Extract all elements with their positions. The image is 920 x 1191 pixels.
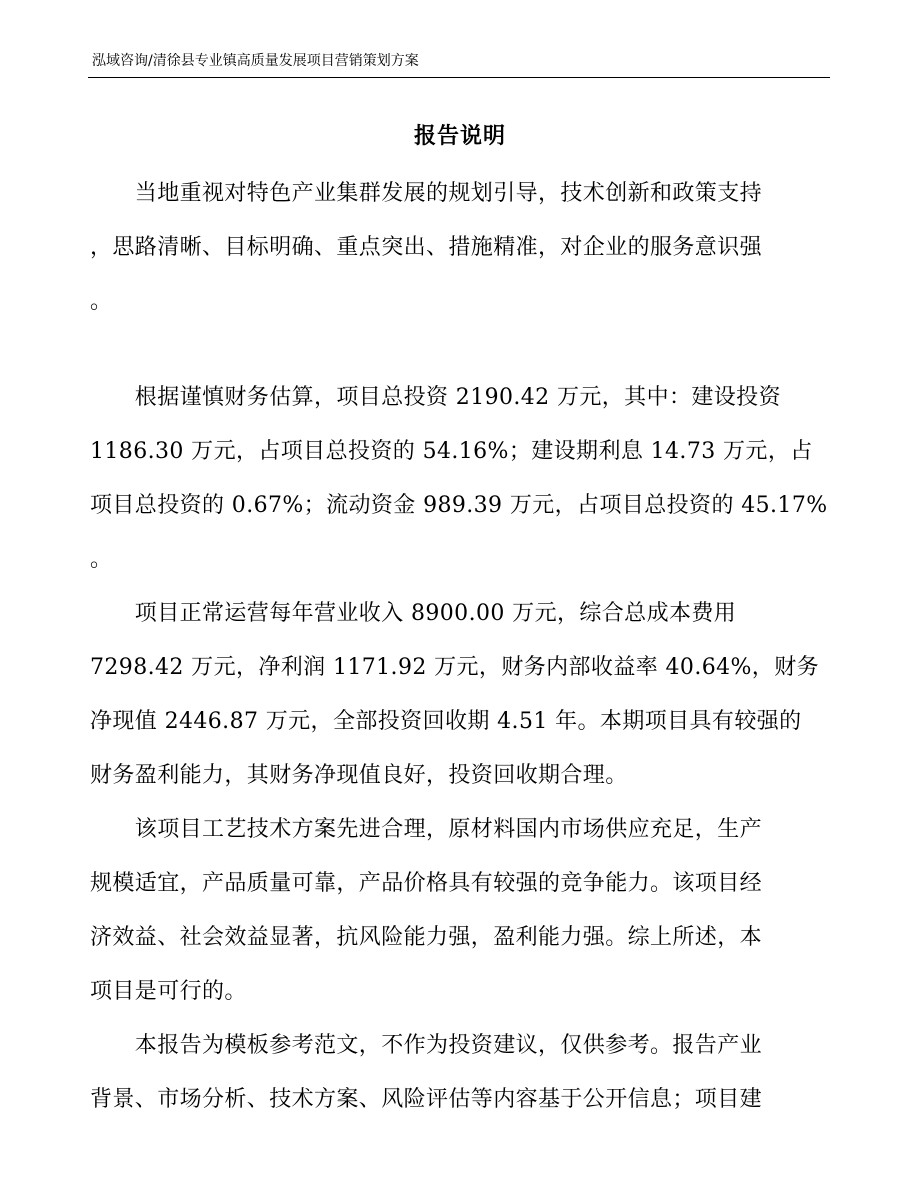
- document-body: [90, 167, 830, 1127]
- paragraph-disclaimer: 本报告为模板参考范文，不作为投资建议，仅供参考。报告产业 背景、市场分析、技术方案、风险评估等内容基于公开信息；项目建: [90, 1033, 763, 1112]
- paragraph-investment-estimate: 根据谨慎财务估算，项目总投资 2190.42 万元，其中：建设投资 1186.30 万元，占项目总投资的 54.16%；建设期利息 14.73 万元，占 项目总投资的 0.67%；流动资金 989.39 万元，占项目总投资的 45.17% 。: [90, 385, 828, 572]
- paragraph-industry-cluster: 当地重视对特色产业集群发展的规划引导，技术创新和政策支持 ，思路清晰、目标明确、重点突出、措施精准，对企业的服务意识强 。: [90, 181, 763, 314]
- header-divider: [88, 77, 830, 78]
- paragraph-feasibility: 该项目工艺技术方案先进合理，原材料国内市场供应充足，生产 规模适宜，产品质量可靠，产品价格具有较强的竞争能力。该项目经 济效益、社会效益显著，抗风险能力强，盈利能力强。综上所述，本 项目是可行的。: [90, 817, 763, 1004]
- running-header: 泓域咨询/清徐县专业镇高质量发展项目营销策划方案: [92, 53, 419, 69]
- paragraph-financial-returns: 项目正常运营每年营业收入 8900.00 万元，综合总成本费用 7298.42 万元，净利润 1171.92 万元，财务内部收益率 40.64%，财务 净现值 2446.87 万元，全部投资回收期 4.51 年。本期项目具有较强的 财务盈利能力，其财务净现值良好，投资回收期合理。: [90, 601, 820, 788]
- document-title: 报告说明: [413, 124, 506, 149]
